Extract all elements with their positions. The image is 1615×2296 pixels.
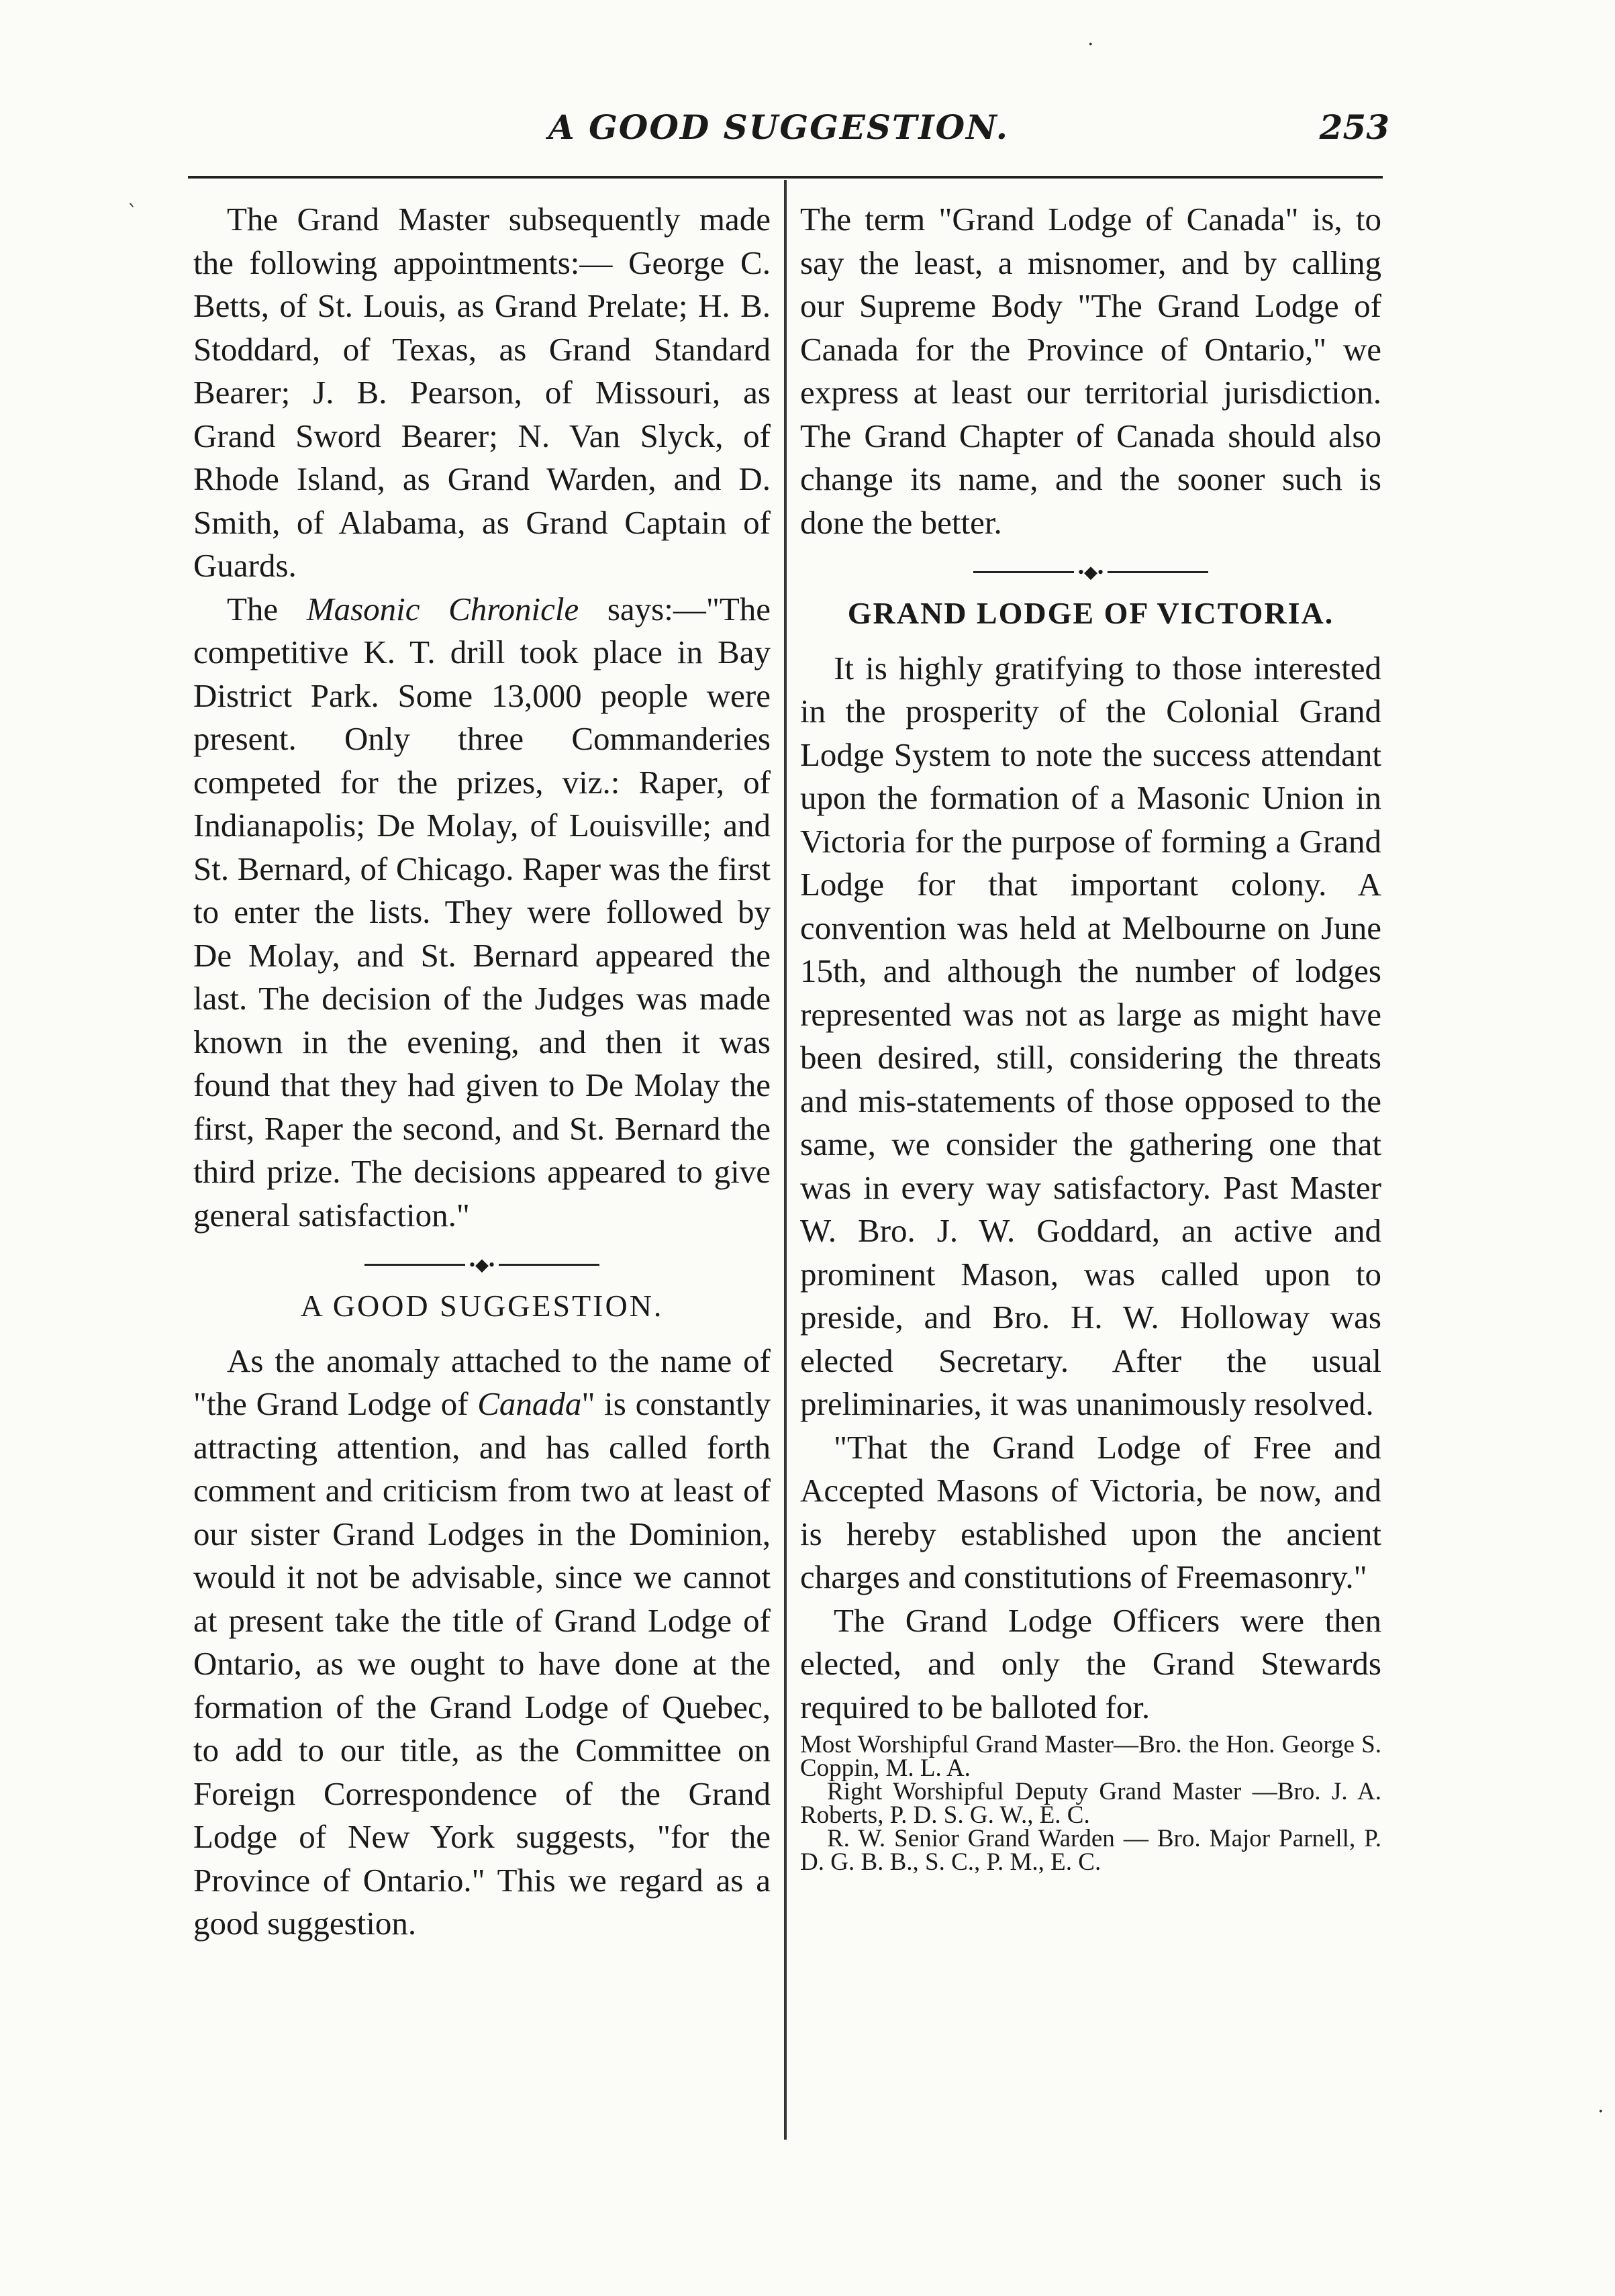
stray-mark: . — [1598, 2094, 1604, 2117]
officer-entry: Most Worshipful Grand Master—Bro. the Hon. George S. Coppin, M. L. A. — [800, 1731, 1381, 1783]
paragraph-resolution: "That the Grand Lodge of Free and Accepted Masons of Victoria, be now, and is hereby established upon the ancient charges and constitutions of Freemasonry." — [800, 1428, 1381, 1596]
section-divider — [800, 559, 1381, 583]
header-rule — [188, 176, 1383, 179]
paragraph-officers-elected: The Grand Lodge Officers were then elected, and only the Grand Stewards required to be balloted for. — [800, 1601, 1381, 1726]
heading-grand-lodge-victoria: GRAND LODGE OF VICTORIA. — [847, 595, 1334, 630]
divider-line — [973, 571, 1074, 573]
divider-line — [364, 1264, 465, 1266]
paragraph-victoria: It is highly gratifying to those interested in the prosperity of the Colonial Grand Lodge System to note the success attendant upon the formation of a Masonic Union in Victoria for the purpose of forming a Grand Lodge for that important colony. A convention was held at Melbourne on June 15th, and although the number of lodges represented was not as large as might have been desired, still, considering the threats and mis-statements of those opposed to the same, we consider the gathering one that was in every way satisfactory. Past Master W. Bro. J. W. Goddard, an active and prominent Mason, was called upon to preside, and Bro. H. W. Holloway was elected Secretary. After the usual preliminaries, it was unanimously resolved. — [800, 649, 1381, 1423]
officer-entry: R. W. Senior Grand Warden — Bro. Major Parnell, P. D. G. B. B., S. C., P. M., E. C. — [800, 1825, 1381, 1877]
text-span: says:—"The competitive K. T. drill took place in Bay District Park. Some 13,000 people were present. Only three Commanderies competed for the prizes, viz.: Raper, of Indianapolis; De Molay, of Louisville; and St. Bernard, of Chicago. Raper was the first to enter the lists. They were followed by De Molay, and St. Bernard appeared the last. The decision of the Judges was made known in the evening, and then it was found that they had given to De Molay the first, Raper the second, and St. Bernard the third prize. The decisions appeared to give general satisfaction." — [193, 590, 771, 1234]
divider-line — [1108, 571, 1208, 573]
page-number: 253 — [1319, 107, 1389, 147]
officers-list — [800, 1731, 1381, 1877]
right-column — [800, 198, 1381, 1877]
divider-ornament: •◆• — [1077, 562, 1104, 582]
paragraph-good-suggestion — [193, 1340, 771, 1946]
text-span: The — [227, 590, 307, 628]
column-divider — [784, 180, 787, 2140]
divider-ornament: •◆• — [469, 1254, 495, 1275]
paragraph-appointments: The Grand Master subsequently made the following appointments:— George C. Betts, of St. Louis, as Grand Prelate; H. B. Stoddard, of Texas, as Grand Standard Bearer; J. B. Pearson, of Missouri, as Grand Sword Bearer; N. Van Slyck, of Rhode Island, as Grand Warden, and D. Smith, of Alabama, as Grand Captain of Guards. — [193, 201, 771, 584]
section-divider — [193, 1252, 771, 1275]
stray-mark: . — [1087, 27, 1094, 50]
paragraph-masonic-chronicle — [193, 588, 771, 1238]
italic-canada: Canada — [477, 1385, 582, 1423]
stray-mark: ` — [128, 201, 138, 225]
page-header — [175, 107, 1389, 161]
left-column — [193, 198, 771, 1946]
paragraph-misnomer: The term "Grand Lodge of Canada" is, to say the least, a misnomer, and by calling our Supreme Body "The Grand Lodge of Canada for the Province of Ontario," we express at least our territorial jurisdiction. The Grand Chapter of Canada should also change its name, and the sooner such is done the better. — [800, 201, 1381, 541]
text-span: " is constantly attracting attention, and has called forth comment and criticism from two at least of our sister Grand Lodges in the Dominion, would it not be advisable, since we cannot at present take the title of Grand Lodge of Ontario, as we ought to have done at the formation of the Grand Lodge of Quebec, to add to our title, as the Committee on Foreign Correspondence of the Grand Lodge of New York suggests, "for the Province of Ontario." This we regard as a good suggestion. — [193, 1385, 771, 1942]
publication-title: Masonic Chronicle — [306, 590, 579, 628]
officer-entry: Right Worshipful Deputy Grand Master —Bro. J. A. Roberts, P. D. S. G. W., E. C. — [800, 1778, 1381, 1830]
divider-line — [499, 1264, 599, 1266]
heading-good-suggestion: A GOOD SUGGESTION. — [300, 1288, 664, 1323]
text-span: As the anomaly attached to the name of "the Grand Lodge of — [193, 1342, 771, 1423]
running-title: A GOOD SUGGESTION. — [548, 107, 1010, 147]
